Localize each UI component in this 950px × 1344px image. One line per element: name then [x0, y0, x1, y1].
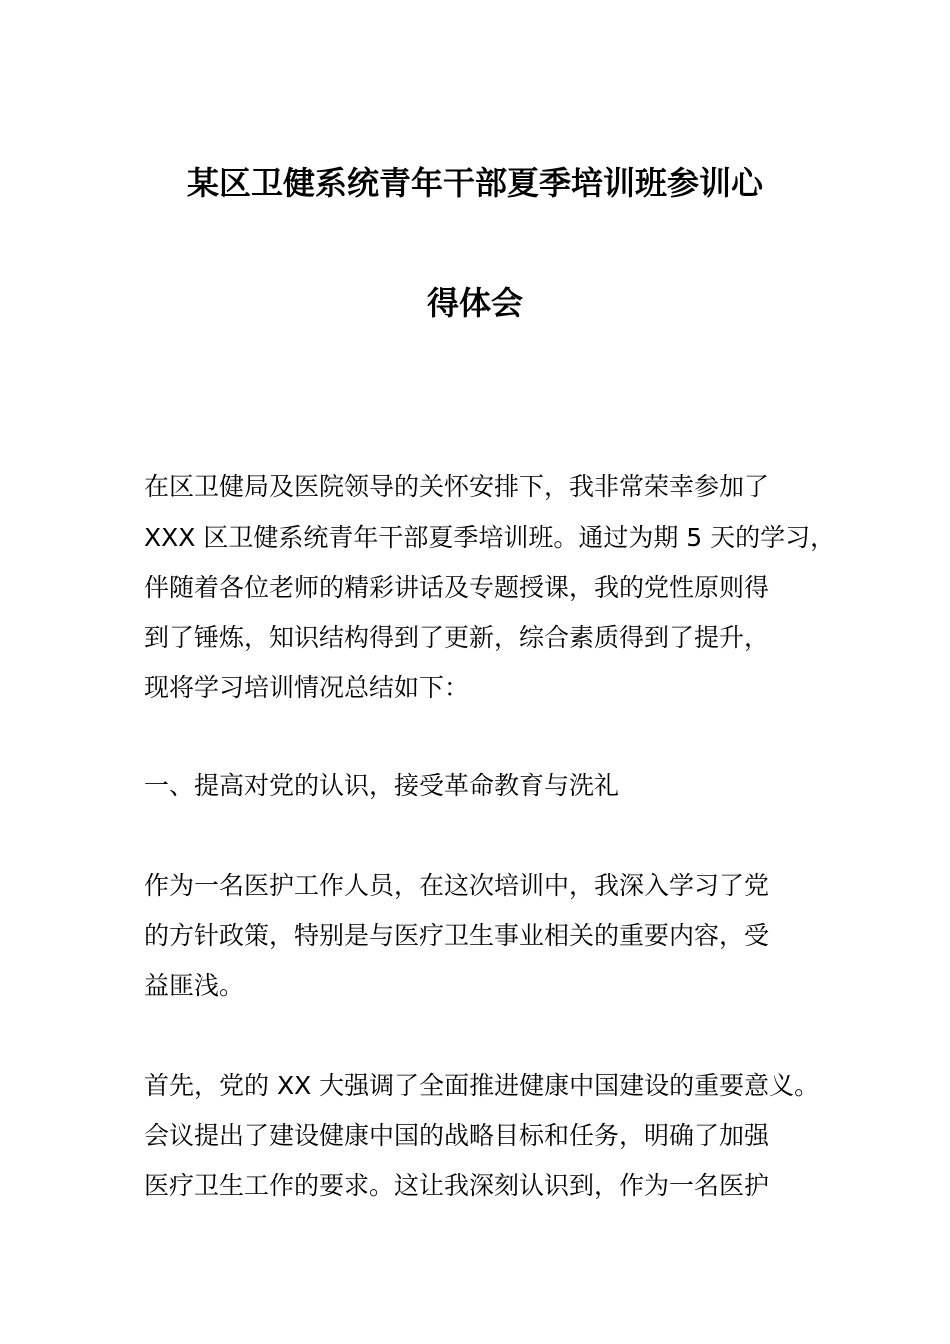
- section-heading-line: 一、提高对党的认识，接受革命教育与洗礼: [144, 771, 620, 800]
- paragraph-line: 首先，党的 XX 大强调了全面推进健康中国建设的重要意义。: [144, 1071, 820, 1100]
- paragraph-line: 在区卫健局及医院领导的关怀安排下，我非常荣幸参加了: [144, 472, 770, 501]
- paragraph-line: 益匪浅。: [144, 971, 245, 1000]
- paragraph-line: 伴随着各位老师的精彩讲话及专题授课，我的党性原则得: [144, 573, 770, 602]
- paragraph-line: 医疗卫生工作的要求。这让我深刻认识到，作为一名医护: [144, 1171, 770, 1200]
- paragraph-line: 会议提出了建设健康中国的战略目标和任务，明确了加强: [144, 1121, 770, 1150]
- paragraph-line: XXX 区卫健系统青年干部夏季培训班。通过为期 5 天的学习，: [144, 523, 836, 552]
- paragraph-line: 现将学习培训情况总结如下：: [144, 673, 470, 702]
- document-title-line-2: 得体会: [426, 284, 523, 322]
- paragraph-line: 的方针政策，特别是与医疗卫生事业相关的重要内容，受: [144, 921, 770, 950]
- paragraph-line: 作为一名医护工作人员，在这次培训中，我深入学习了党: [144, 871, 770, 900]
- paragraph-line: 到了锤炼，知识结构得到了更新，综合素质得到了提升，: [144, 623, 770, 652]
- document-title-line-1: 某区卫健系统青年干部夏季培训班参训心: [186, 164, 763, 202]
